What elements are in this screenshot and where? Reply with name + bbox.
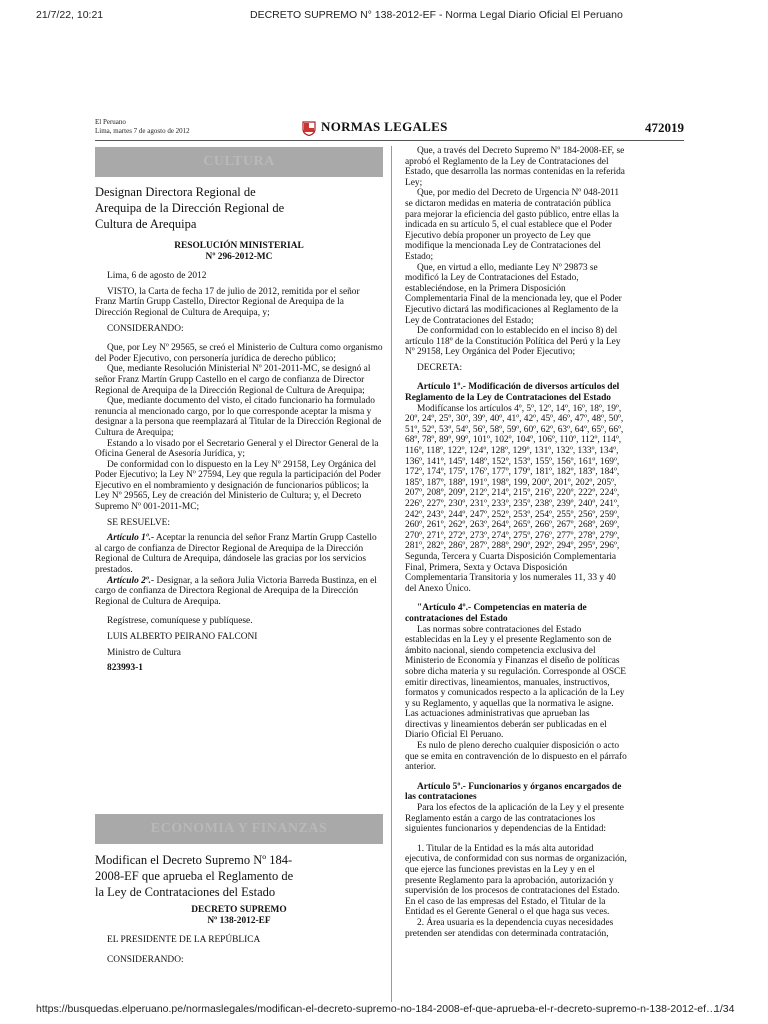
print-datetime: 21/7/22, 10:21: [36, 9, 104, 21]
left-column-top: [95, 184, 383, 674]
print-page-count: 1/34: [714, 1003, 735, 1015]
signer-name: LUIS ALBERTO PEIRANO FALCONI: [107, 632, 258, 642]
decree-type: DECRETO SUPREMO: [191, 905, 287, 915]
resolution-type: RESOLUCIÓN MINISTERIAL: [174, 241, 304, 251]
paragraph: Que, a través del Decreto Supremo Nº 184-2008-EF, se aprobó el Reglamento de la Ley de Contrataciones del Estado, que desarrolla las normas contenidas en la referida Ley;: [405, 146, 625, 188]
article-1-title: Artículo 1º.- Modificación de diversos artículos del Reglamento de la Ley de Contrataciones del Estado: [405, 382, 620, 404]
section-banner-economia: ECONOMIA Y FINANZAS: [95, 814, 383, 844]
paragraph: Para los efectos de la aplicación de la Ley y el presente Reglamento están a cargo de las contrataciones los siguientes funcionarios y dependencias de la Entidad:: [405, 803, 624, 835]
masthead-rule: [95, 140, 684, 141]
paragraph: De conformidad con lo establecido en el inciso 8) del artículo 118º de la Constitución Política del Perú y la Ley Nº 29158, Ley Orgánica del Poder Ejecutivo;: [405, 326, 621, 358]
se-resuelve-heading: SE RESUELVE:: [107, 517, 170, 528]
publication-name: El Peruano: [95, 118, 126, 126]
paragraph: Que, mediante Resolución Ministerial Nº 201-2011-MC, se designó al señor Franz Martín Grupp Castello en el cargo de confianza de Director Regional de Arequipa de la Dirección Regional de Cultura de Arequipa;: [95, 364, 371, 396]
list-item: 1. Titular de la Entidad es la más alta autoridad ejecutiva, de conformidad con sus normas de organización, que ejerce las funciones previstas en la Ley y en el presente Reglamento para la aprobación, autorización y supervisión de los procesos de contrataciones del Estado. En el caso de las empresas del Estado, el Titular de la Entidad es el Gerente General o el que haga sus veces.: [405, 843, 627, 918]
paragraph: Las normas sobre contrataciones del Estado establecidas en la Ley y el presente Reglamento son de ámbito nacional, siendo competencia exclusiva del Ministerio de Economía y Finanzas el diseño de políticas sobre dicha materia y su regulación. Corresponde al OSCE emitir directivas, lineamientos, manuales, instructivos, formatos y comunicados respecto a la aplicación de la Ley y su Reglamento, y aquellas que la normativa le asigne. Las actuaciones administrativas que aprueban las directivas y lineamientos deberán ser publicadas en el Diario Oficial El Peruano.: [405, 624, 627, 741]
signer-role: Ministro de Cultura: [107, 647, 181, 658]
article-1: [95, 533, 383, 575]
print-url: https://busquedas.elperuano.pe/normaslegales/modifican-el-decreto-supremo-no-184-2008-ef-que-aprueba-el-r-decreto-supremo-n-138-2012-ef…: [36, 1003, 717, 1015]
right-column: [405, 146, 627, 939]
article-1-body: Modifícanse los artículos 4º, 5º, 12º, 14º, 16º, 18º, 19º, 20º, 24º, 25º, 30º, 39º, 40º, 41º, 42º, 45º, 46º, 47º, 48º, 50º, 51º, 52º, 53º, 54º, 56º, 58º, 59º, 60º, 62º, 63º, 64º, 65º, 66º, 68º, 78º, 89º, 99º, 101º, 102º, 104º, 106º, 110º, 112º, 114º, 116º, 118º, 122º, 124º, 128º, 129º, 131º, 132º, 133º, 134º, 136º, 141º, 145º, 148º, 152º, 153º, 155º, 156º, 161º, 169º, 172º, 174º, 175º, 176º, 177º, 179º, 181º, 182º, 183º, 184º, 185º, 187º, 188º, 191º, 198º, 199, 200º, 201º, 202º, 205º, 207º, 208º, 209º, 212º, 214º, 215º, 216º, 220º, 222º, 224º, 226º, 227º, 230º, 231º, 233º, 235º, 238º, 239º, 240º, 241º, 242º, 243º, 244º, 247º, 252º, 253º, 254º, 255º, 256º, 259º, 260º, 261º, 262º, 263º, 264º, 265º, 266º, 267º, 268º, 269º, 270º, 271º, 272º, 273º, 274º, 275º, 276º, 277º, 278º, 279º, 281º, 282º, 286º, 287º, 288º, 290º, 292º, 294º, 295º, 296º, Segunda, Tercera y Cuarta Disposición Complementaria Final, Primera, Sexta y Octava Disposición Complementaria Transitoria y los numerales 11, 33 y 40 del Anexo Único.: [405, 403, 624, 594]
article-text: Designar, a la señora Julia Victoria Barreda Bustinza, en el cargo de confianza de Directora Regional de Arequipa de la Dirección Regional de Cultura de Arequipa.: [95, 575, 377, 607]
paragraph: Que, por Ley Nº 29565, se creó el Ministerio de Cultura como organismo del Poder Ejecutivo, con personería jurídica de derecho público;: [95, 343, 383, 364]
heading-modifican: Modifican el Decreto Supremo Nº 184-2008-EF que aprueba el Reglamento de la Ley de Contrataciones del Estado: [95, 853, 294, 899]
article-text: Aceptar la renuncia del señor Franz Martín Grupp Castello al cargo de confianza de Director Regional de Arequipa de la Dirección Regional de Cultura de Arequipa, dándosele las gracias por los servicios prestados.: [95, 533, 377, 576]
paragraph: Es nulo de pleno derecho cualquier disposición o acto que se emita en contravención de lo dispuesto en el párrafo anterior.: [405, 741, 627, 773]
paragraph: Que, mediante documento del visto, el citado funcionario ha formulado renuncia al mencionado cargo, por lo que corresponde aceptar la misma y designar a la persona que reemplazará al Titular de la Dirección Regional de Cultura de Arequipa;: [95, 396, 382, 438]
peru-coat-of-arms-icon: [302, 121, 316, 136]
paragraph: Que, por medio del Decreto de Urgencia Nº 048-2011 se dictaron medidas en materia de contratación pública para mejorar la eficiencia del gasto público, entre ellas la indicada en su artículo 5, el cual establece que el Poder Ejecutivo debía proponer un proyecto de Ley que modifique la mencionada Ley de Contrataciones del Estado;: [405, 188, 620, 262]
column-divider: [391, 146, 392, 1002]
norma-code: 823993-1: [107, 663, 143, 674]
paragraph: Que, en virtud a ello, mediante Ley Nº 29873 se modificó la Ley de Contrataciones del Estado, estableciéndose, en la Primera Disposición Complementaria Final de la mencionada ley, que el Poder Ejecutivo dictará las modificaciones al Reglamento de la Ley de Contrataciones del Estado;: [405, 262, 622, 326]
article-label: Artículo 2º.-: [107, 575, 155, 586]
decree-number: Nº 138-2012-EF: [207, 915, 271, 926]
paper-page-number: 472019: [645, 120, 684, 135]
considerando-heading: CONSIDERANDO:: [107, 323, 184, 334]
list-item: 2. Área usuaria es la dependencia cuyas necesidades pretenden ser atendidas con determinada contratación,: [405, 917, 614, 939]
section-masthead-title: NORMAS LEGALES: [321, 119, 448, 134]
considerando-heading: CONSIDERANDO:: [107, 954, 184, 965]
presidente-heading: EL PRESIDENTE DE LA REPÚBLICA: [107, 935, 261, 946]
heading-designan: Designan Directora Regional de Arequipa de la Dirección Regional de Cultura de Arequipa: [95, 185, 285, 231]
decreta-heading: DECRETA:: [417, 362, 463, 373]
resolution-date: Lima, 6 de agosto de 2012: [107, 271, 207, 282]
section-banner-cultura: CULTURA: [95, 147, 383, 177]
paragraph: De conformidad con lo dispuesto en la Ley Nº 29158, Ley Orgánica del Poder Ejecutivo; la Ley Nº 27594, Ley que regula la participación del Poder Ejecutivo en el nombramiento y designación de funcionarios públicos; la Ley Nº 29565, Ley de creación del Ministerio de Cultura; y, el Decreto Supremo Nº 001-2011-MC;: [95, 459, 381, 513]
article-label: Artículo 1º.-: [107, 533, 155, 544]
article-2: [95, 576, 383, 608]
print-page-title: DECRETO SUPREMO N° 138-2012-EF - Norma Legal Diario Oficial El Peruano: [250, 9, 623, 21]
paper-masthead-left: [95, 118, 190, 136]
visto-paragraph: VISTO, la Carta de fecha 17 de julio de 2012, remitida por el señor Franz Martín Grupp Castello, Director Regional de Arequipa de la Dirección Regional de Cultura de Arequipa, y;: [95, 286, 360, 318]
resolution-number: Nº 296-2012-MC: [205, 251, 273, 262]
article-4-title: "Artículo 4º.- Competencias en materia de contrataciones del Estado: [405, 603, 587, 624]
article-5-title: Artículo 5º.- Funcionarios y órganos encargados de las contrataciones: [405, 781, 622, 803]
paragraph: Estando a lo visado por el Secretario General y el Director General de la Oficina General de Asesoría Jurídica, y;: [95, 438, 379, 460]
publication-date: Lima, martes 7 de agosto de 2012: [95, 127, 190, 135]
closing-formula: Regístrese, comuníquese y publíquese.: [107, 616, 253, 627]
left-column-bottom: [95, 852, 383, 965]
